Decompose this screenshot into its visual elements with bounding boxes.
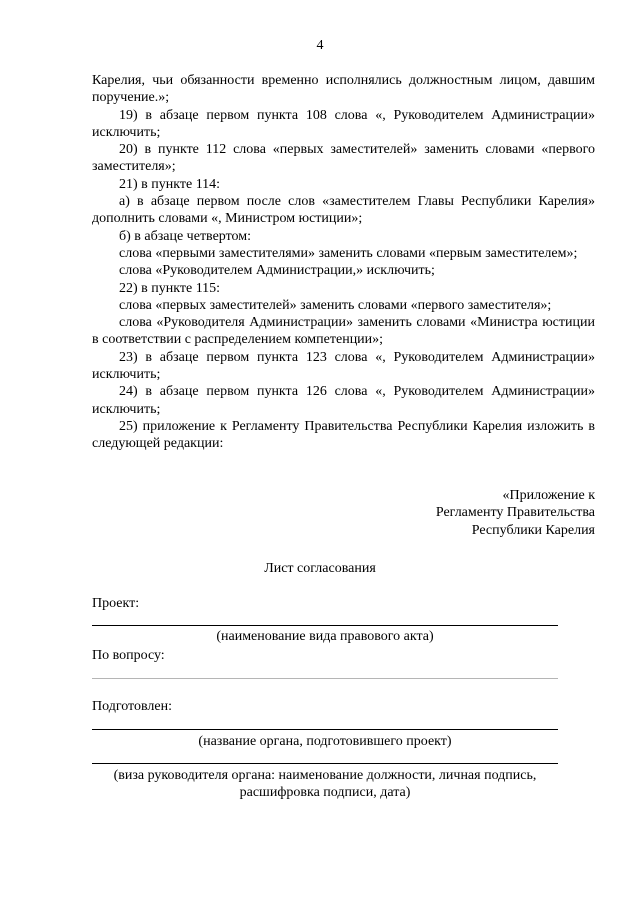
prepared-label: Подготовлен: [92, 699, 172, 714]
paragraph-item-22: 22) в пункте 115: [119, 280, 221, 296]
paragraph-item-23: 23) в абзаце первом пункта 123 слова «, Руководителем Администрации» исключить; [92, 349, 595, 383]
paragraph-item-21a: а) в абзаце первом после слов «заместителем Главы Республики Карелия» дополнить словами «, Министром юстиции»; [92, 194, 595, 227]
visa-caption-line-2: расшифровка подписи, дата) [239, 785, 411, 800]
page-number: 4 [316, 38, 324, 53]
paragraph-item-25: 25) приложение к Регламенту Правительства Республики Карелия изложить в следующей редакции: [92, 418, 595, 452]
question-line [92, 678, 558, 679]
appendix-line-2: Регламенту Правительства [435, 505, 595, 521]
visa-caption [92, 767, 558, 801]
sheet-title: Лист согласования [264, 561, 376, 576]
visa-line [92, 763, 558, 764]
paragraph-continuation: Карелия, чьи обязанности временно исполнялись должностным лицом, давшим поручение.»; [92, 73, 595, 106]
project-caption: (наименование вида правового акта) [216, 629, 434, 644]
question-label: По вопросу: [92, 648, 165, 663]
project-line [92, 625, 558, 626]
paragraph-item-21b-words-1: слова «первыми заместителями» заменить словами «первым заместителем»; [119, 245, 578, 261]
appendix-line-3: Республики Карелия [471, 522, 595, 538]
paragraph-item-22-words-1: слова «первых заместителей» заменить словами «первого заместителя»; [119, 297, 552, 313]
paragraph-item-19: 19) в абзаце первом пункта 108 слова «, Руководителем Администрации» исключить; [92, 107, 595, 140]
prepared-line [92, 729, 558, 730]
paragraph-item-24: 24) в абзаце первом пункта 126 слова «, Руководителем Администрации» исключить; [92, 384, 595, 417]
project-label: Проект: [92, 596, 140, 611]
paragraph-item-21b-words-2: слова «Руководителем Администрации,» исключить; [119, 263, 435, 279]
appendix-reference [380, 487, 595, 539]
paragraph-item-22-words-2: слова «Руководителя Администрации» заменить словами «Министра юстиции в соответствии с распределением компетенции»; [92, 315, 595, 348]
paragraph-item-21: 21) в пункте 114: [119, 176, 221, 192]
paragraph-item-20: 20) в пункте 112 слова «первых заместителей» заменить словами «первого заместителя»; [92, 142, 595, 175]
appendix-line-1: «Приложение к [502, 488, 595, 503]
paragraph-item-21b: б) в абзаце четвертом: [119, 228, 252, 244]
prepared-caption: (название органа, подготовившего проект) [198, 734, 452, 749]
amendments-text [92, 72, 595, 453]
visa-caption-line-1: (виза руководителя органа: наименование должности, личная подпись, [113, 768, 537, 783]
